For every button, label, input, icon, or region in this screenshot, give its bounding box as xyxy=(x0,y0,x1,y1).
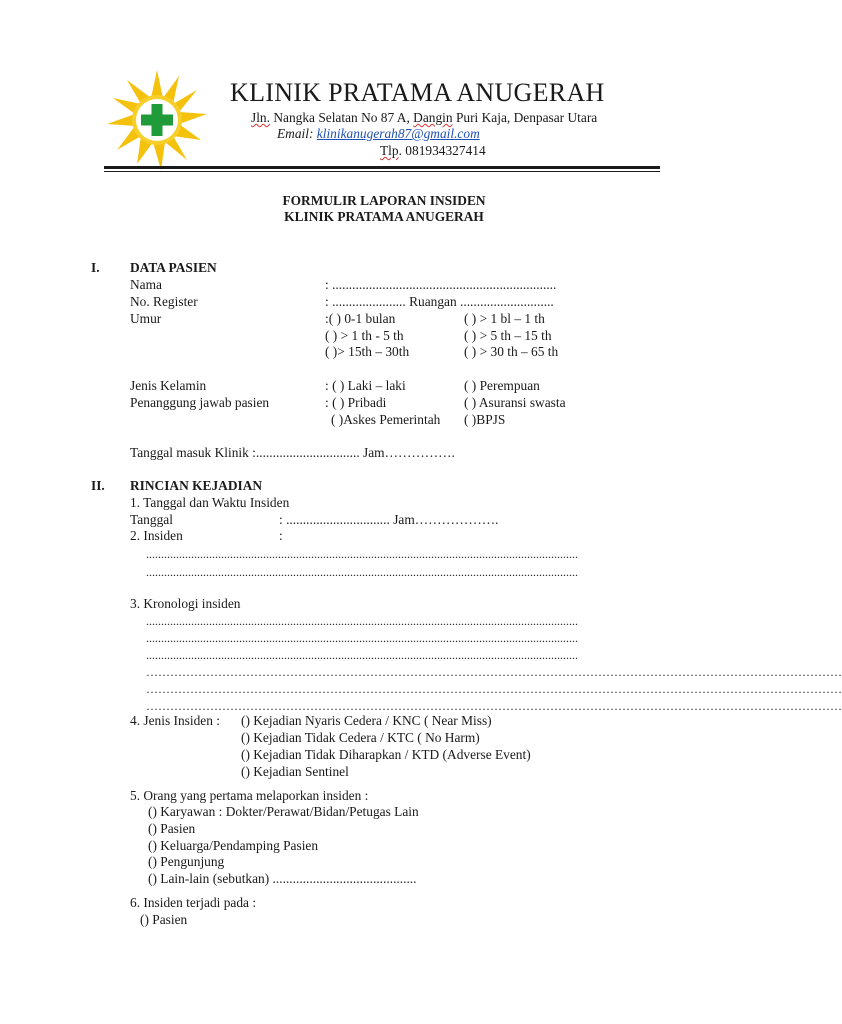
jenis-insiden-option[interactable]: () Kejadian Tidak Cedera / KTC ( No Harm) xyxy=(241,730,480,745)
kronologi-line[interactable]: ................................................................................................................................................ xyxy=(146,631,578,645)
question-2-colon: : xyxy=(279,528,283,543)
clinic-address xyxy=(251,110,597,126)
penanggung-jawab-label: Penanggung jawab pasien xyxy=(130,395,270,410)
question-5: 5. Orang yang pertama melaporkan insiden : xyxy=(130,788,369,803)
penanggung-jawab-option[interactable]: ( )Askes Pemerintah xyxy=(331,412,441,427)
pelapor-option[interactable]: () Karyawan : Dokter/Perawat/Bidan/Petugas Lain xyxy=(148,804,419,819)
jenis-insiden-option[interactable]: () Kejadian Tidak Diharapkan / KTD (Adverse Event) xyxy=(241,747,531,762)
section-title: RINCIAN KEJADIAN xyxy=(130,478,263,493)
umur-option[interactable]: ( ) > 30 th – 65 th xyxy=(464,344,559,359)
kronologi-line[interactable]: ................................................................................................................................................ xyxy=(146,648,578,662)
question-2: 2. Insiden xyxy=(130,528,183,543)
insiden-line[interactable]: ................................................................................................................................................ xyxy=(146,547,578,561)
jenis-kelamin-label: Jenis Kelamin xyxy=(130,378,207,393)
phone-prefix: Tlp xyxy=(380,143,399,158)
kronologi-line[interactable]: ………………………………………………………………………………………………………………………………………………………… xyxy=(146,665,842,679)
insiden-terjadi-option[interactable]: () Pasien xyxy=(140,912,188,927)
address-rest: Puri Kaja, Denpasar Utara xyxy=(452,110,598,125)
question-4: 4. Jenis Insiden : xyxy=(130,713,221,728)
question-6: 6. Insiden terjadi pada : xyxy=(130,895,257,910)
letterhead xyxy=(96,64,664,176)
form-title-2: KLINIK PRATAMA ANUGERAH xyxy=(284,209,484,224)
umur-option[interactable]: :( ) 0-1 bulan xyxy=(325,311,396,326)
tanggal-masuk-field[interactable]: Tanggal masuk Klinik :............................... Jam……………. xyxy=(130,445,455,460)
kronologi-line[interactable]: ………………………………………………………………………………………………………………………………………………………… xyxy=(146,682,842,696)
register-label: No. Register xyxy=(130,294,198,309)
jenis-insiden-option[interactable]: () Kejadian Sentinel xyxy=(241,764,349,779)
nama-field[interactable]: : ................................................................... xyxy=(325,277,557,292)
email-label: Email: xyxy=(277,126,317,141)
section-number: I. xyxy=(91,260,100,275)
phone-number: . 081934327414 xyxy=(398,143,486,158)
jenis-kelamin-option[interactable]: ( ) Perempuan xyxy=(464,378,540,393)
register-field[interactable]: : ...................... Ruangan ............................ xyxy=(325,294,554,309)
insiden-line[interactable]: ................................................................................................................................................ xyxy=(146,565,578,579)
section-number: II. xyxy=(91,478,105,493)
header-divider-thick xyxy=(104,166,660,169)
umur-option[interactable]: ( ) > 5 th – 15 th xyxy=(464,328,552,343)
jenis-kelamin-option[interactable]: : ( ) Laki – laki xyxy=(325,378,406,393)
kronologi-line[interactable]: ................................................................................................................................................ xyxy=(146,614,578,628)
umur-label: Umur xyxy=(130,311,162,326)
pelapor-option[interactable]: () Pasien xyxy=(148,821,196,836)
umur-option[interactable]: ( ) > 1 bl – 1 th xyxy=(464,311,545,326)
address-main: Nangka Selatan No 87 A, xyxy=(269,110,414,125)
clinic-name: KLINIK PRATAMA ANUGERAH xyxy=(230,78,605,107)
address-prefix: Jln. xyxy=(251,110,270,125)
clinic-email xyxy=(277,126,480,142)
pelapor-option[interactable]: () Pengunjung xyxy=(148,854,225,869)
section-title: DATA PASIEN xyxy=(130,260,217,275)
penanggung-jawab-option[interactable]: ( )BPJS xyxy=(464,412,506,427)
pelapor-option[interactable]: () Lain-lain (sebutkan) ........................................... xyxy=(148,871,417,886)
jenis-insiden-option[interactable]: () Kejadian Nyaris Cedera / KNC ( Near Miss) xyxy=(241,713,492,728)
email-link[interactable]: klinikanugerah87@gmail.com xyxy=(316,126,480,141)
question-3: 3. Kronologi insiden xyxy=(130,596,241,611)
clinic-logo-icon xyxy=(102,70,212,170)
question-1: 1. Tanggal dan Waktu Insiden xyxy=(130,495,290,510)
umur-option[interactable]: ( ) > 1 th - 5 th xyxy=(325,328,404,343)
nama-label: Nama xyxy=(130,277,162,292)
penanggung-jawab-option[interactable]: ( ) Asuransi swasta xyxy=(464,395,566,410)
form-title-1: FORMULIR LAPORAN INSIDEN xyxy=(282,193,486,208)
penanggung-jawab-option[interactable]: : ( ) Pribadi xyxy=(325,395,387,410)
clinic-phone xyxy=(380,143,486,159)
tanggal-field[interactable]: : ............................... Jam………………. xyxy=(279,512,499,527)
tanggal-label: Tanggal xyxy=(130,512,173,527)
kronologi-line[interactable]: ………………………………………………………………………………………………………………………………………………………… xyxy=(146,699,842,713)
pelapor-option[interactable]: () Keluarga/Pendamping Pasien xyxy=(148,838,319,853)
address-dangin: Dangin xyxy=(413,110,453,125)
header-divider-thin xyxy=(104,171,660,172)
umur-option[interactable]: ( )> 15th – 30th xyxy=(325,344,410,359)
